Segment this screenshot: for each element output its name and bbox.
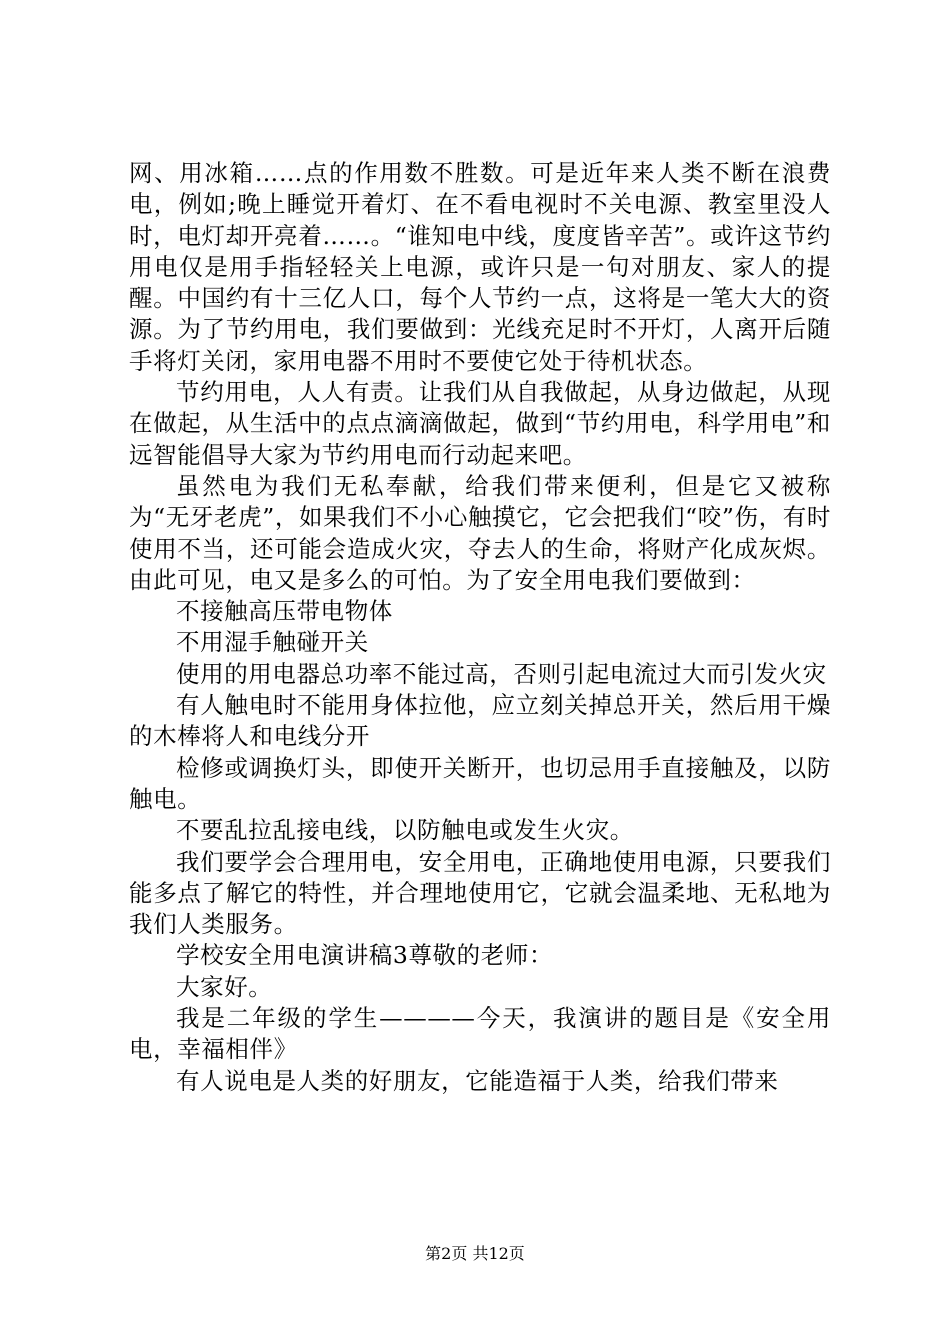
body-text <box>129 158 831 1097</box>
paragraph-1: 网、用冰箱……点的作用数不胜数。可是近年来人类不断在浪费电，例如;晚上睡觉开着灯、在不看电视时不关电源、教室里没人时，电灯却开亮着……。“谁知电中线，度度皆辛苦”。或许这节约用电仅是用手指轻轻关上电源，或许只是一句对朋友、家人的提醒。中国约有十三亿人口，每个人节约一点，这将是一笔大大的资源。为了节约用电，我们要做到：光线充足时不开灯，人离开后随手将灯关闭，家用电器不用时不要使它处于待机状态。 <box>129 159 831 375</box>
speech-3-heading: 学校安全用电演讲稿3尊敬的老师： <box>176 941 554 970</box>
paragraph-2: 节约用电，人人有责。让我们从自我做起，从身边做起，从现在做起，从生活中的点点滴滴做起，做到“节约用电，科学用电”和远智能倡导大家为节约用电而行动起来吧。 <box>129 378 831 469</box>
list-item-no-high-voltage: 不接触高压带电物体 <box>176 597 393 626</box>
speech-intro: 我是二年级的学生————今天，我演讲的题目是《安全用电，幸福相伴》 <box>129 1004 831 1064</box>
paragraph-conclusion: 我们要学会合理用电，安全用电，正确地使用电源，只要我们能多点了解它的特性，并合理地使用它，它就会温柔地、无私地为我们人类服务。 <box>129 847 831 939</box>
speech-body-start: 有人说电是人类的好朋友，它能造福于人类，给我们带来 <box>176 1066 779 1095</box>
list-item-power-limit: 使用的用电器总功率不能过高，否则引起电流过大而引发火灾 <box>176 659 827 688</box>
list-item-wiring: 不要乱拉乱接电线，以防触电或发生火灾。 <box>176 816 634 845</box>
page-number-footer: 第2页 共12页 <box>425 1244 525 1263</box>
speech-greeting: 大家好。 <box>176 972 273 1001</box>
paragraph-3: 虽然电为我们无私奉献，给我们带来便利，但是它又被称为“无牙老虎”，如果我们不小心触摸它，它会把我们“咬”伤，有时使用不当，还可能会造成火灾，夺去人的生命，将财产化成灰烬。由此可见，电又是多么的可怕。为了安全用电我们要做到： <box>129 471 831 594</box>
list-item-lamp-repair: 检修或调换灯头，即使开关断开，也切忌用手直接触及，以防触电。 <box>129 753 831 813</box>
list-item-electric-shock-rescue: 有人触电时不能用身体拉他，应立刻关掉总开关，然后用干燥的木棒将人和电线分开 <box>129 691 831 751</box>
list-item-no-wet-hands: 不用湿手触碰开关 <box>176 628 369 657</box>
